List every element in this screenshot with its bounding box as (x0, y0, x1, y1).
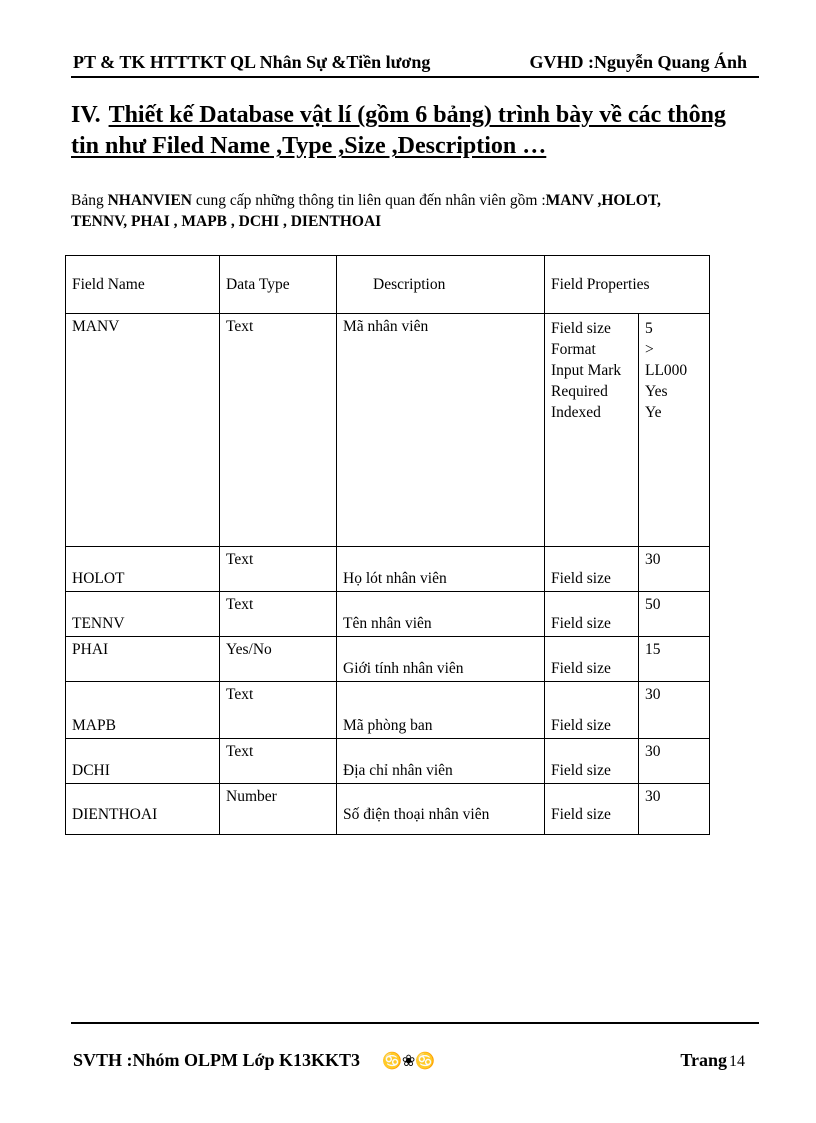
prop-name: Format (551, 341, 596, 358)
cell-value: 30 (639, 682, 710, 739)
intro-table-name: NHANVIEN (107, 192, 192, 209)
prop-name: Input Mark (551, 362, 622, 379)
prop-name: Required (551, 383, 608, 400)
cell-prop: Field size (545, 637, 639, 682)
cell-description: Giới tính nhân viên (337, 637, 545, 682)
prop-value: 5 (645, 320, 653, 337)
cell-name: MAPB (66, 682, 220, 739)
prop-value: LL000 (645, 362, 688, 379)
prop-name: Indexed (551, 404, 601, 421)
cell-type: Text (220, 739, 337, 784)
intro-middle: cung cấp những thông tin liên quan đến nhân viên gồm : (192, 192, 546, 209)
table-row (66, 682, 710, 739)
ornament-icon: ♋❀♋ (382, 1053, 436, 1070)
cell-name: DCHI (66, 739, 220, 784)
cell-prop: Field size (545, 739, 639, 784)
cell-type: Text (220, 547, 337, 592)
intro-fields-1: MANV ,HOLOT, (545, 192, 661, 209)
header-right: GVHD :Nguyễn Quang Ánh (529, 52, 747, 72)
cell-prop: Field size (545, 784, 639, 835)
cell-value: 30 (639, 739, 710, 784)
cell-description: Tên nhân viên (337, 592, 545, 637)
header-field-name: Field Name (66, 256, 220, 314)
cell-description: Số điện thoại nhân viên (337, 784, 545, 835)
page-number: 14 (729, 1053, 745, 1070)
cell-description: Địa chỉ nhân viên (337, 739, 545, 784)
header-data-type: Data Type (220, 256, 337, 314)
table-header-row (66, 256, 710, 314)
cell-type: Yes/No (220, 637, 337, 682)
footer-left-text: SVTH :Nhóm OLPM Lớp K13KKT3 (73, 1050, 360, 1070)
intro-prefix: Bảng (71, 192, 108, 209)
section-title-line2: tin như Filed Name ,Type ,Size ,Description … (71, 133, 547, 159)
table-row (66, 592, 710, 637)
header-left: PT & TK HTTTKT QL Nhân Sự &Tiền lương (73, 52, 431, 72)
cell-value: 30 (639, 547, 710, 592)
table-row (66, 739, 710, 784)
cell-prop: Field size (545, 547, 639, 592)
prop-name: Field size (551, 320, 611, 337)
cell-name: TENNV (66, 592, 220, 637)
cell-prop-values (639, 314, 710, 547)
section-number: IV. (71, 102, 101, 128)
prop-value: Ye (645, 404, 662, 421)
intro-paragraph (71, 190, 755, 232)
cell-type: Text (220, 682, 337, 739)
page-footer (73, 1050, 745, 1074)
cell-value: 15 (639, 637, 710, 682)
cell-value: 30 (639, 784, 710, 835)
intro-fields-2: TENNV, PHAI , MAPB , DCHI , DIENTHOAI (71, 213, 382, 230)
header-description: Description (337, 256, 545, 314)
page-label: Trang (680, 1050, 727, 1070)
field-table (65, 255, 710, 835)
section-title-line1: Thiết kế Database vật lí (gồm 6 bảng) trình bày về các thông (108, 102, 726, 128)
page-header (71, 52, 759, 78)
cell-description: Mã phòng ban (337, 682, 545, 739)
table-row (66, 314, 710, 547)
cell-prop: Field size (545, 592, 639, 637)
cell-description: Họ lót nhân viên (337, 547, 545, 592)
cell-value: 50 (639, 592, 710, 637)
cell-name: HOLOT (66, 547, 220, 592)
page-number-label (680, 1050, 745, 1071)
prop-value: Yes (645, 383, 668, 400)
cell-name: DIENTHOAI (66, 784, 220, 835)
cell-type: Text (220, 314, 337, 547)
section-title (71, 100, 771, 162)
cell-type: Text (220, 592, 337, 637)
table-row (66, 784, 710, 835)
cell-prop: Field size (545, 682, 639, 739)
cell-prop-names (545, 314, 639, 547)
cell-type: Number (220, 784, 337, 835)
table-row (66, 637, 710, 682)
footer-left (73, 1050, 435, 1071)
footer-divider (71, 1022, 759, 1024)
prop-value: > (645, 341, 654, 358)
cell-description: Mã nhân viên (337, 314, 545, 547)
header-field-properties: Field Properties (545, 256, 710, 314)
cell-name: PHAI (66, 637, 220, 682)
cell-name: MANV (66, 314, 220, 547)
table-row (66, 547, 710, 592)
